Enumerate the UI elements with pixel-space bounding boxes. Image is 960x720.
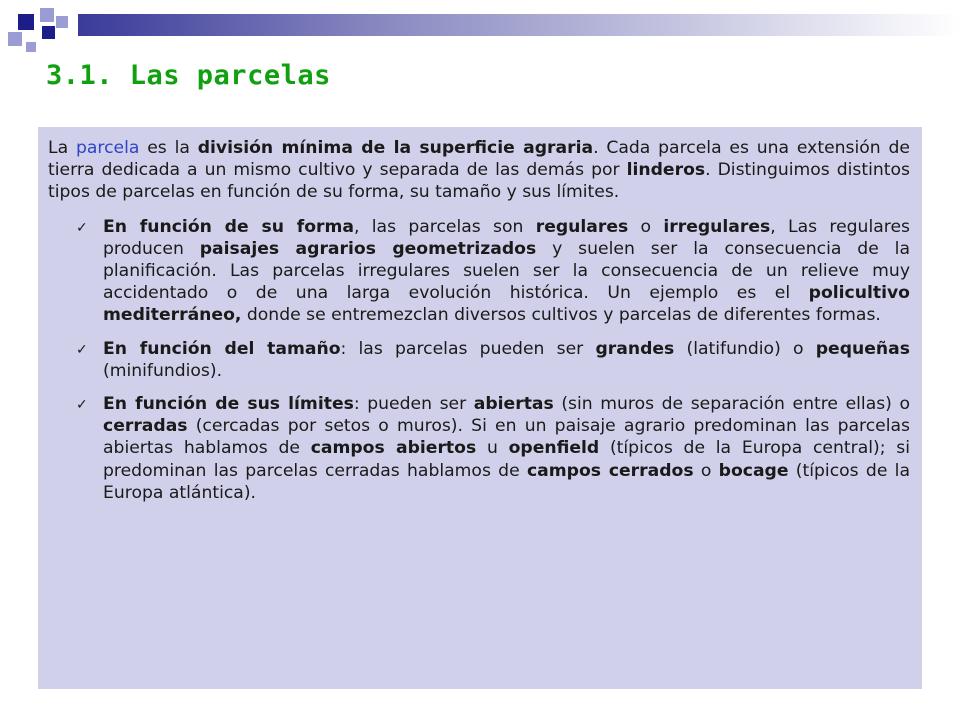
checkmark-icon: ✓ <box>76 397 88 414</box>
header-square-lavender-4 <box>26 42 36 52</box>
bullet-forma: ✓ En función de su forma, las parcelas son regulares o irregulares, Las regulares producen paisajes agrarios geometrizados y suelen ser la consecuencia de la planificación. Las parcelas irregulares suelen ser la consecuencia de un relieve muy accidentado o de una larga evolución histórica. Un ejemplo es el policultivo mediterráneo, donde se entremezclan diversos cultivos y parcelas de diferentes formas. <box>76 216 910 326</box>
keyword-division-minima: división mínima de la superficie agraria <box>197 138 594 158</box>
keyword-parcela: parcela <box>75 138 140 158</box>
intro-paragraph: La parcela es la división mínima de la superficie agraria. Cada parcela es una extensión de tierra dedicada a un mismo cultivo y separada de las demás por linderos. Distinguimos distintos tipos de parcelas en función de su forma, su tamaño y sus límites. <box>48 138 911 203</box>
bullet-list <box>48 216 910 504</box>
header-square-navy-1 <box>18 14 34 30</box>
content-panel <box>38 127 922 689</box>
keyword-linderos: linderos <box>626 160 706 181</box>
header-square-lavender-3 <box>56 16 68 28</box>
header-gradient-bar <box>78 14 960 36</box>
header-square-navy-2 <box>42 26 55 39</box>
bullet-limites: ✓ En función de sus límites: pueden ser abiertas (sin muros de separación entre ellas) o cerradas (cercadas por setos o muros). Si en un paisaje agrario predominan las parcelas abiertas hablamos de campos abiertos u openfield (típicos de la Europa central); si predominan las parcelas cerradas hablamos de campos cerrados o bocage (típicos de la Europa atlántica). <box>76 394 910 503</box>
header-square-lavender-2 <box>40 8 54 22</box>
bullet-tamano: ✓ En función del tamaño: las parcelas pueden ser grandes (latifundio) o pequeñas (minifundios). <box>76 338 910 381</box>
page-title: 3.1. Las parcelas <box>46 60 331 91</box>
header-square-lavender-1 <box>8 32 22 46</box>
checkmark-icon: ✓ <box>76 341 88 358</box>
checkmark-icon: ✓ <box>76 219 88 236</box>
